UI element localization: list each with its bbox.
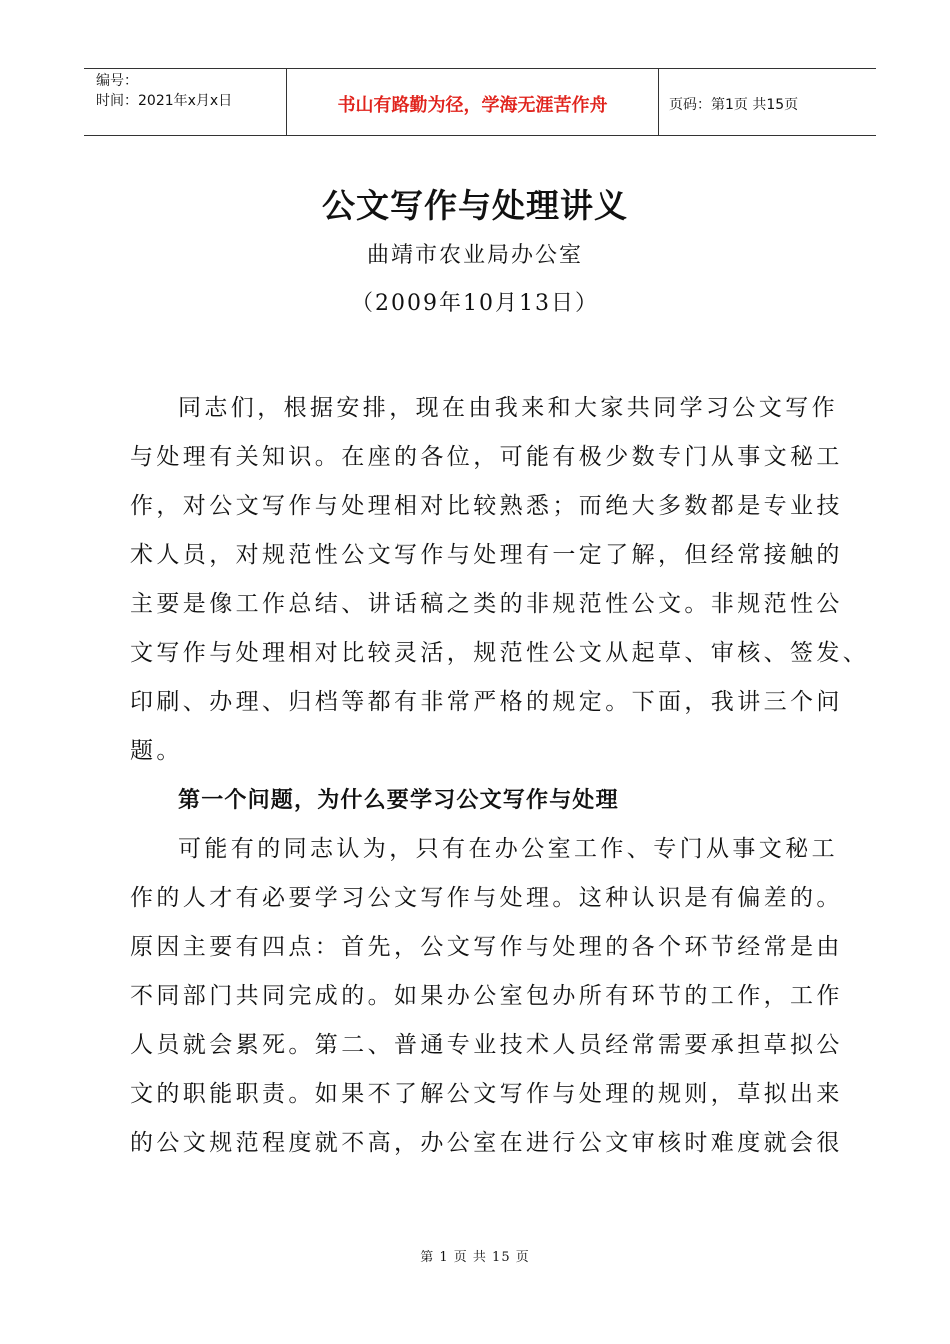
text-line: 原因主要有四点：首先，公文写作与处理的各个环节经常是由 bbox=[130, 934, 843, 960]
document-title: 公文写作与处理讲义 bbox=[322, 186, 628, 225]
paragraph-intro-continued bbox=[130, 433, 870, 776]
header-motto-cell bbox=[287, 69, 659, 135]
paragraph-intro bbox=[130, 384, 850, 433]
header-page-cell bbox=[659, 69, 876, 135]
page-footer: 第 1 页 共 15 页 bbox=[420, 1250, 530, 1265]
text-line: 文写作与处理相对比较灵活，规范性公文从起草、审核、签发、 bbox=[130, 640, 870, 666]
text-line: 主要是像工作总结、讲话稿之类的非规范性公文。非规范性公 bbox=[130, 591, 843, 617]
text-line: 文的职能职责。如果不了解公文写作与处理的规则，草拟出来 bbox=[130, 1081, 843, 1107]
text-line: 同志们，根据安排，现在由我来和大家共同学习公文写作 bbox=[178, 395, 838, 421]
document-date: （2009年10月13日） bbox=[351, 291, 599, 316]
text-line: 作，对公文写作与处理相对比较熟悉；而绝大多数都是专业技 bbox=[130, 493, 843, 519]
header-page-info: 页码：第1页 共15页 bbox=[669, 97, 799, 113]
text-line: 与处理有关知识。在座的各位，可能有极少数专门从事文秘工 bbox=[130, 444, 843, 470]
text-line: 人员就会累死。第二、普通专业技术人员经常需要承担草拟公 bbox=[130, 1032, 843, 1058]
motto-text: 书山有路勤为径，学海无涯苦作舟 bbox=[337, 95, 608, 116]
text-line: 作的人才有必要学习公文写作与处理。这种认识是有偏差的。 bbox=[130, 885, 843, 911]
paragraph-reasons-continued bbox=[130, 874, 850, 1168]
text-line: 术人员，对规范性公文写作与处理有一定了解，但经常接触的 bbox=[130, 542, 843, 568]
text-line: 可能有的同志认为，只有在办公室工作、专门从事文秘工 bbox=[178, 836, 838, 862]
text-line: 的公文规范程度就不高，办公室在进行公文审核时难度就会很 bbox=[130, 1130, 843, 1156]
document-number-label: 编号： bbox=[96, 73, 138, 89]
text-line: 题。 bbox=[130, 738, 183, 764]
text-line: 印刷、办理、归档等都有非常严格的规定。下面，我讲三个问 bbox=[130, 689, 843, 715]
header-meta-cell bbox=[84, 69, 287, 135]
header-table bbox=[84, 68, 876, 136]
text-line: 不同部门共同完成的。如果办公室包办所有环节的工作，工作 bbox=[130, 983, 843, 1009]
document-body bbox=[130, 384, 870, 1168]
section-heading: 第一个问题，为什么要学习公文写作与处理 bbox=[178, 788, 619, 813]
document-time-label: 时间：2021年x月x日 bbox=[96, 93, 233, 109]
document-subtitle: 曲靖市农业局办公室 bbox=[366, 243, 583, 268]
paragraph-reasons bbox=[130, 825, 850, 874]
